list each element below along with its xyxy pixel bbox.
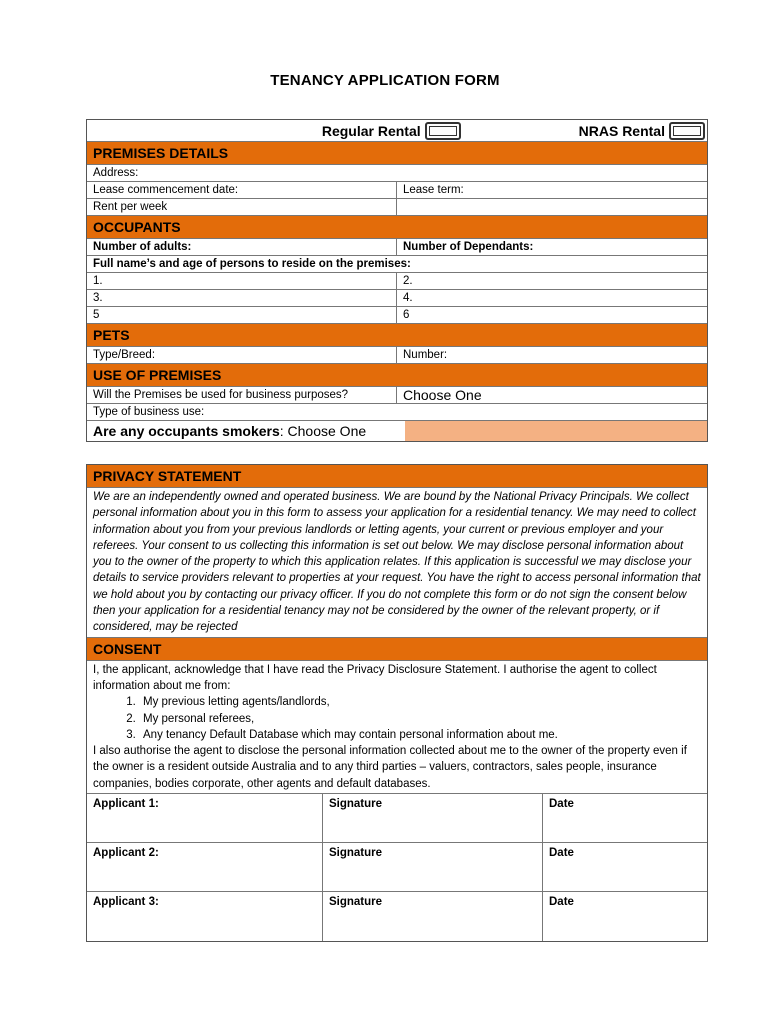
business-purpose-select[interactable]: Choose One [403,387,482,403]
consent-item: 1. My previous letting agents/landlords, [139,694,701,710]
privacy-text: We are an independently owned and operated business. We are bound by the National Privacy Principals. We collect personal information about you in this form to assess your application for a residential tenancy. We may need to collect information about you from your previous landlords or letting agents, your current or previous employer and your referees. Your consent to us collecting this information is set out below. We may disclose personal information about you to the owner of the property to which this application relates. If this application is successful we may disclose your details to service providers relevant to properties at your request. You have the right to access personal information that we hold about you by contacting our privacy officer. If you do not complete this form or do not sign the consent below then your application for a residential tenancy may not be considered by the owner of the relevant property, or if considered, may be rejected [93,491,701,634]
address-field[interactable]: Address: [93,167,139,179]
rent-field[interactable]: Rent per week [87,199,397,215]
lease-term-field[interactable]: Lease term: [403,184,464,196]
applicant-1-signature[interactable]: Signature [323,794,543,842]
privacy-heading: PRIVACY STATEMENT [87,465,707,487]
consent-outro: I also authorise the agent to disclose the personal information collected about me to the owner of the property even if the owner is a resident outside Australia and to any third parties – valuers, contractors, sales people, insurance companies, bodies corporate, other agents and default databases. [93,745,687,790]
applicant-3-field[interactable]: Applicant 3: [87,892,323,941]
privacy-consent-table [86,464,708,942]
regular-rental-option [322,122,461,140]
consent-intro: I, the applicant, acknowledge that I have read the Privacy Disclosure Statement. I authorise the agent to collect information about me from: [93,663,657,692]
pet-type-field[interactable]: Type/Breed: [87,347,397,363]
regular-rental-label: Regular Rental [321,122,421,139]
consent-item: 3. Any tenancy Default Database which may contain personal information about me. [139,727,701,743]
form-title: TENANCY APPLICATION FORM [270,72,500,89]
signature-row-2 [87,843,707,892]
premises-heading: PREMISES DETAILS [87,142,707,164]
full-names-label: Full name’s and age of persons to reside on the premises: [93,258,411,270]
occupant-slot-6[interactable]: 6 [403,309,410,321]
signature-row-1 [87,794,707,843]
application-form-table [86,119,708,442]
occupants-heading: OCCUPANTS [87,216,707,238]
applicant-2-signature[interactable]: Signature [323,843,543,891]
regular-rental-checkbox[interactable] [425,122,461,140]
use-of-premises-heading: USE OF PREMISES [87,364,707,386]
consent-text [87,661,707,793]
rental-type-row [87,120,707,142]
occupant-slot-5[interactable]: 5 [87,307,397,323]
applicant-3-signature[interactable]: Signature [323,892,543,941]
lease-commencement-field[interactable]: Lease commencement date: [87,182,397,198]
smokers-colon: : [279,423,284,439]
occupant-slot-4[interactable]: 4. [403,292,413,304]
smokers-question-cell [87,421,405,441]
applicant-3-date[interactable]: Date [549,896,574,909]
pets-heading: PETS [87,324,707,346]
occupant-slot-1[interactable]: 1. [87,273,397,289]
consent-item: 2. My personal referees, [139,711,701,727]
smokers-row [87,421,707,441]
consent-list [139,694,701,743]
business-type-field[interactable]: Type of business use: [93,406,205,418]
smokers-select[interactable]: Choose One [287,423,367,439]
rent-value-field[interactable] [397,199,707,215]
business-purpose-question: Will the Premises be used for business purposes? [87,387,397,403]
applicant-2-field[interactable]: Applicant 2: [87,843,323,891]
nras-rental-label: NRAS Rental [578,122,665,139]
dependants-field[interactable]: Number of Dependants: [403,241,534,253]
signature-row-3 [87,892,707,941]
applicant-1-field[interactable]: Applicant 1: [87,794,323,842]
nras-rental-option [579,122,705,140]
pet-number-field[interactable]: Number: [403,349,448,361]
nras-rental-checkbox[interactable] [669,122,705,140]
adults-field[interactable]: Number of adults: [87,239,397,255]
smokers-band [405,421,707,441]
applicant-1-date[interactable]: Date [549,798,574,811]
consent-heading: CONSENT [87,638,707,660]
smokers-question: Are any occupants smokers [93,423,280,439]
occupant-slot-2[interactable]: 2. [403,275,413,287]
occupant-slot-3[interactable]: 3. [87,290,397,306]
applicant-2-date[interactable]: Date [549,847,574,860]
